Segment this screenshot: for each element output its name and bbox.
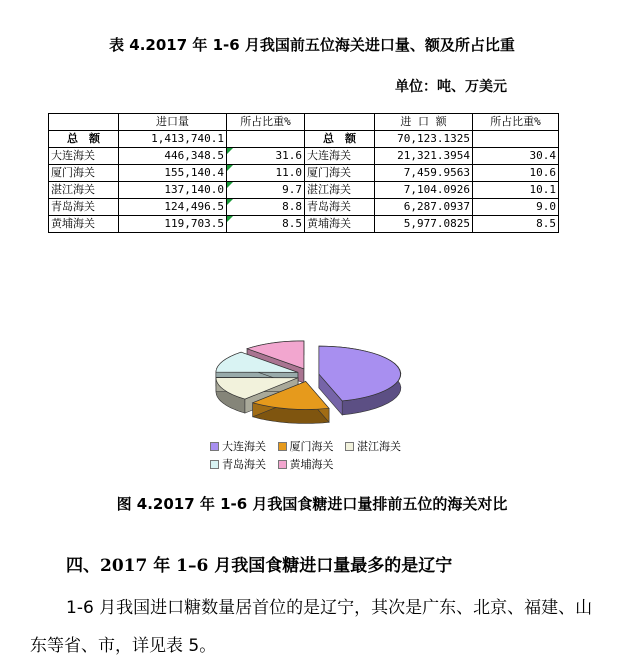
header-cell bbox=[305, 114, 375, 131]
legend-item bbox=[345, 438, 401, 455]
customs-import-table bbox=[48, 113, 559, 233]
table-cell: 青岛海关 bbox=[49, 199, 119, 216]
table-cell: 7,459.9563 bbox=[375, 165, 473, 182]
table-cell: 大连海关 bbox=[49, 148, 119, 165]
table-cell: 湛江海关 bbox=[49, 182, 119, 199]
table-cell: 446,348.5 bbox=[119, 148, 227, 165]
table-cell: 155,140.4 bbox=[119, 165, 227, 182]
table-row bbox=[49, 148, 559, 165]
table-cell: 31.6 bbox=[227, 148, 305, 165]
table-cell: 5,977.0825 bbox=[375, 216, 473, 233]
section-heading: 四、2017 年 1–6 月我国食糖进口量最多的是辽宁 bbox=[66, 556, 453, 576]
table-cell: 137,140.0 bbox=[119, 182, 227, 199]
table-row bbox=[49, 216, 559, 233]
legend-label: 青岛海关 bbox=[222, 458, 266, 471]
table-cell: 9.0 bbox=[473, 199, 559, 216]
legend-label: 大连海关 bbox=[222, 440, 266, 453]
legend-swatch bbox=[210, 442, 219, 451]
table-cell: 8.8 bbox=[227, 199, 305, 216]
body-paragraph: 1-6 月我国进口糖数量居首位的是辽宁，其次是广东、北京、福建、山东等省、市，详见表 5。 bbox=[30, 598, 593, 656]
legend-item bbox=[278, 456, 334, 473]
table-cell: 青岛海关 bbox=[305, 199, 375, 216]
header-cell: 进口量 bbox=[119, 114, 227, 131]
legend-label: 厦门海关 bbox=[289, 440, 334, 453]
table-cell: 124,496.5 bbox=[119, 199, 227, 216]
header-cell bbox=[49, 114, 119, 131]
legend-swatch bbox=[210, 460, 219, 469]
table-cell: 湛江海关 bbox=[305, 182, 375, 199]
legend-swatch bbox=[278, 460, 287, 469]
header-cell: 进 口 额 bbox=[375, 114, 473, 131]
table-cell: 10.6 bbox=[473, 165, 559, 182]
pie-chart bbox=[195, 325, 425, 435]
table-cell: 总 额 bbox=[49, 131, 119, 148]
unit-label: 单位：吨、万美元 bbox=[395, 79, 507, 95]
table-cell: 1,413,740.1 bbox=[119, 131, 227, 148]
table-cell: 总 额 bbox=[305, 131, 375, 148]
table-row bbox=[49, 165, 559, 182]
legend-item bbox=[210, 456, 266, 473]
legend-item bbox=[278, 438, 334, 455]
table-cell: 黄埔海关 bbox=[49, 216, 119, 233]
table-cell: 8.5 bbox=[473, 216, 559, 233]
table-row bbox=[49, 199, 559, 216]
table-title: 表 4.2017 年 1-6 月我国前五位海关进口量、额及所占比重 bbox=[109, 36, 515, 54]
header-cell: 所占比重% bbox=[473, 114, 559, 131]
chart-legend bbox=[210, 438, 440, 474]
legend-label: 湛江海关 bbox=[357, 440, 401, 453]
table-cell: 119,703.5 bbox=[119, 216, 227, 233]
table-cell: 30.4 bbox=[473, 148, 559, 165]
table-cell: 7,104.0926 bbox=[375, 182, 473, 199]
table-cell: 21,321.3954 bbox=[375, 148, 473, 165]
table-cell: 厦门海关 bbox=[49, 165, 119, 182]
legend-swatch bbox=[345, 442, 354, 451]
header-cell: 所占比重% bbox=[227, 114, 305, 131]
legend-label: 黄埔海关 bbox=[289, 458, 334, 471]
table-cell: 6,287.0937 bbox=[375, 199, 473, 216]
table-cell: 11.0 bbox=[227, 165, 305, 182]
table-cell: 黄埔海关 bbox=[305, 216, 375, 233]
table-cell: 大连海关 bbox=[305, 148, 375, 165]
table-row bbox=[49, 131, 559, 148]
table-row bbox=[49, 182, 559, 199]
table-cell bbox=[227, 131, 305, 148]
legend-item bbox=[210, 438, 266, 455]
table-cell: 厦门海关 bbox=[305, 165, 375, 182]
table-header-row bbox=[49, 114, 559, 131]
legend-swatch bbox=[278, 442, 287, 451]
table-cell: 10.1 bbox=[473, 182, 559, 199]
table-cell bbox=[473, 131, 559, 148]
table-cell: 8.5 bbox=[227, 216, 305, 233]
table-cell: 70,123.1325 bbox=[375, 131, 473, 148]
figure-caption: 图 4.2017 年 1-6 月我国食糖进口量排前五位的海关对比 bbox=[116, 495, 508, 513]
table-cell: 9.7 bbox=[227, 182, 305, 199]
